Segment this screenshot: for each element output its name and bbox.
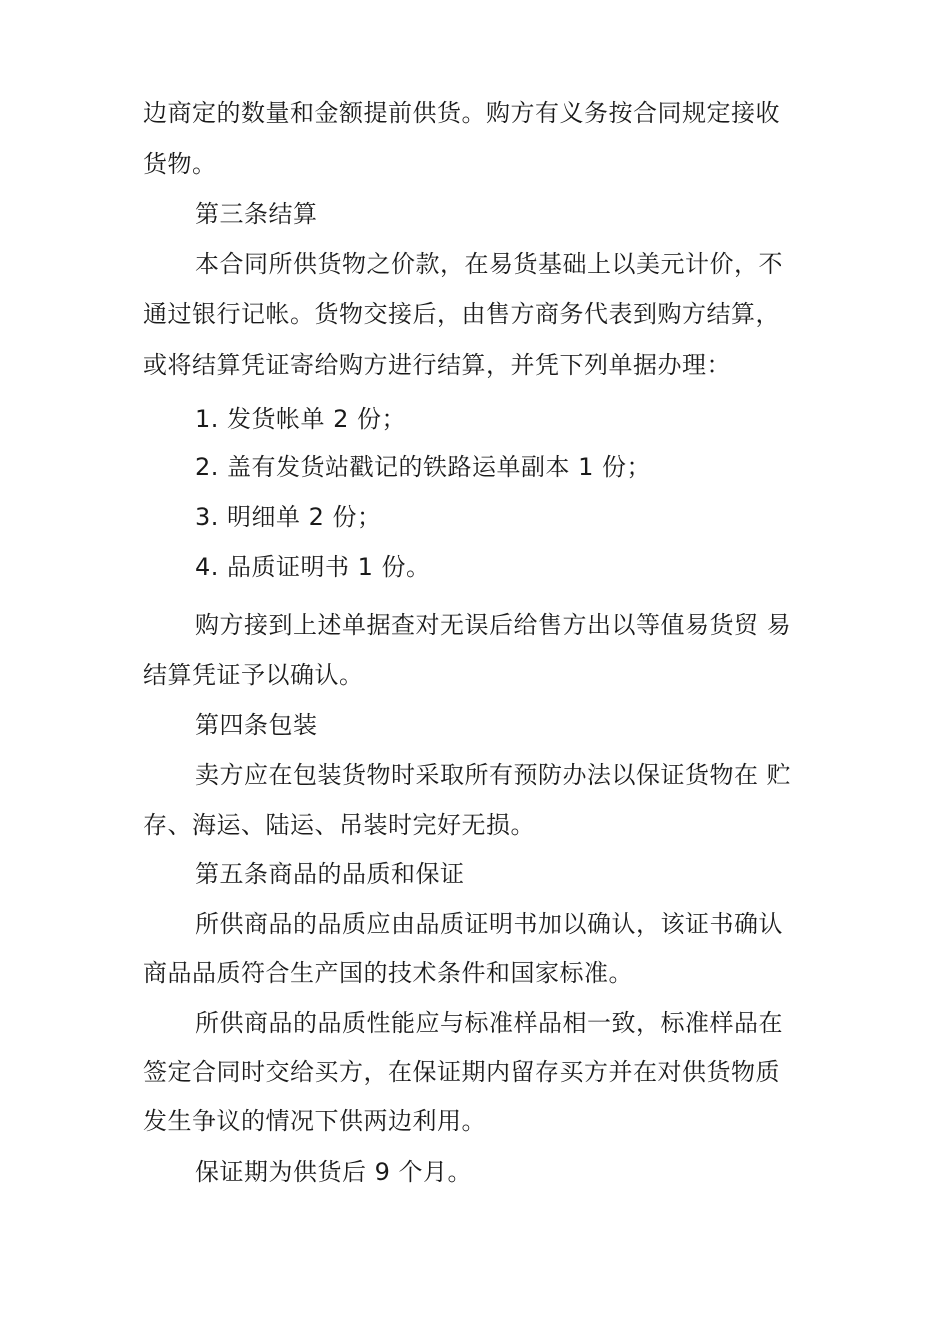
section-heading-quality: 第五条商品的品质和保证 — [195, 860, 465, 888]
paragraph-line: 签定合同时交给买方，在保证期内留存买方并在对供货物质 — [143, 1058, 780, 1086]
list-item: 1. 发货帐单 2 份； — [195, 405, 407, 433]
paragraph-line: 边商定的数量和金额提前供货。购方有义务按合同规定接收 — [143, 99, 780, 127]
paragraph-line: 货物。 — [143, 150, 217, 178]
paragraph-line: 存、海运、陆运、吊装时完好无损。 — [143, 811, 535, 839]
paragraph-line: 或将结算凭证寄给购方进行结算，并凭下列单据办理： — [143, 351, 731, 379]
paragraph-line: 本合同所供货物之价款，在易货基础上以美元计价，不 — [195, 250, 783, 278]
paragraph-line: 商品品质符合生产国的技术条件和国家标准。 — [143, 959, 633, 987]
paragraph-line: 结算凭证予以确认。 — [143, 661, 364, 689]
paragraph-line: 通过银行记帐。货物交接后，由售方商务代表到购方结算， — [143, 300, 780, 328]
paragraph-line: 卖方应在包装货物时采取所有预防办法以保证货物在 贮 — [195, 761, 792, 789]
paragraph-line: 保证期为供货后 9 个月。 — [195, 1158, 473, 1186]
paragraph-line: 购方接到上述单据查对无误后给售方出以等值易货贸 易 — [195, 611, 792, 639]
paragraph-line: 所供商品的品质应由品质证明书加以确认，该证书确认 — [195, 910, 783, 938]
list-item: 2. 盖有发货站戳记的铁路运单副本 1 份； — [195, 453, 652, 481]
section-heading-settlement: 第三条结算 — [195, 200, 318, 228]
paragraph-line: 所供商品的品质性能应与标准样品相一致，标准样品在 — [195, 1009, 783, 1037]
list-item: 3. 明细单 2 份； — [195, 503, 382, 531]
paragraph-line: 发生争议的情况下供两边利用。 — [143, 1107, 486, 1135]
list-item: 4. 品质证明书 1 份。 — [195, 553, 431, 581]
section-heading-packing: 第四条包装 — [195, 711, 318, 739]
